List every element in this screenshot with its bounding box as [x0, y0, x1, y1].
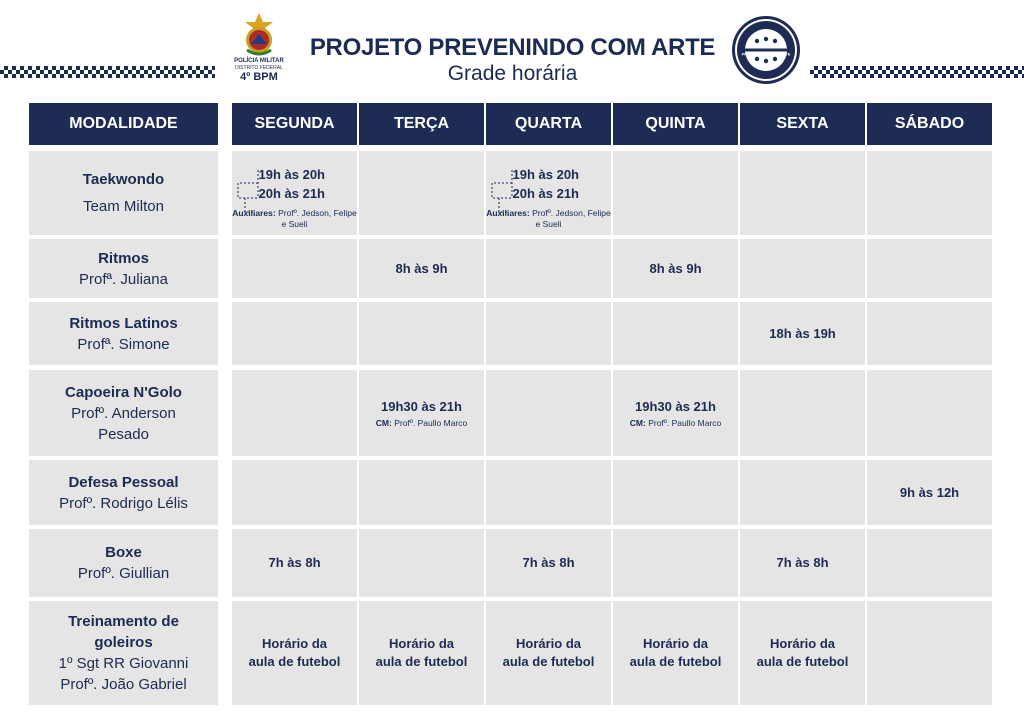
schedule-cell	[232, 529, 357, 597]
modality-cell	[29, 529, 218, 597]
modality-name: Treinamento de goleiros	[68, 613, 179, 651]
column-header: TERÇA	[359, 103, 484, 145]
modality-name: Defesa Pessoal	[68, 473, 179, 491]
schedule-cell	[232, 239, 357, 298]
title-block	[300, 34, 725, 86]
modality-name: Ritmos Latinos	[69, 314, 178, 332]
time-slot: 7h às 8h	[776, 555, 829, 570]
logo-line-3: 4º BPM	[240, 71, 278, 83]
modality-name: Ritmos	[98, 249, 149, 267]
logo-line-1: POLÍCIA MILITAR	[234, 58, 284, 64]
schedule-cell	[232, 601, 357, 705]
schedule-cell	[740, 302, 865, 365]
note-label: Auxiliares:	[232, 207, 276, 218]
cell-note	[232, 208, 358, 230]
schedule-cell	[740, 370, 865, 456]
schedule-cell	[359, 601, 484, 705]
time-slot: aula de futebol	[248, 654, 341, 669]
schedule-cell	[613, 529, 738, 597]
modality-cell	[29, 239, 218, 298]
time-slot: 7h às 8h	[522, 555, 575, 570]
schedule-cell	[867, 239, 992, 298]
time-slot: aula de futebol	[629, 654, 722, 669]
note-label: CM:	[629, 417, 646, 428]
column-header: QUINTA	[613, 103, 738, 145]
schedule-cell	[359, 239, 484, 298]
modality-cell	[29, 302, 218, 365]
schedule-cell	[486, 302, 611, 365]
schedule-cell	[867, 302, 992, 365]
column-header: QUARTA	[486, 103, 611, 145]
schedule-cell	[613, 601, 738, 705]
note-label: CM:	[375, 417, 392, 428]
schedule-cell	[613, 239, 738, 298]
time-slot: 20h às 21h	[258, 185, 325, 201]
schedule-cell	[232, 460, 357, 525]
checkered-band-right	[810, 66, 1024, 78]
page-title: PROJETO PREVENINDO COM ARTE	[309, 34, 716, 61]
teacher-name: Team Milton	[83, 198, 164, 215]
schedule-cell	[359, 302, 484, 365]
schedule-cell	[740, 239, 865, 298]
cell-note	[376, 418, 467, 429]
schedule-cell	[613, 460, 738, 525]
teacher-name: Profº. Rodrigo Lélis	[59, 494, 188, 512]
column-header: MODALIDADE	[29, 103, 218, 145]
column-header: SEGUNDA	[232, 103, 357, 145]
teacher-name: Pesado	[98, 425, 149, 443]
teacher-name: Profª. Juliana	[79, 270, 168, 288]
schedule-cell	[359, 151, 484, 235]
modality-cell	[29, 460, 218, 525]
teacher-name: Profº. João Gabriel	[60, 676, 187, 693]
note-text: Profº. Paullo Marco	[394, 417, 468, 428]
schedule-cell	[486, 529, 611, 597]
schedule-cell	[740, 601, 865, 705]
schedule-cell	[613, 302, 738, 365]
schedule-cell	[867, 151, 992, 235]
time-slot: aula de futebol	[502, 654, 595, 669]
schedule-cell	[613, 370, 738, 456]
schedule-cell	[486, 239, 611, 298]
schedule-cell	[486, 460, 611, 525]
time-slot: 7h às 8h	[268, 555, 321, 570]
taekwondo-slot	[232, 156, 358, 231]
teacher-name: Profº. Giullian	[77, 565, 170, 582]
schedule-cell	[867, 601, 992, 705]
modality-cell	[29, 151, 218, 235]
page-subtitle: Grade horária	[447, 62, 578, 85]
teacher-name: Profª. Simone	[77, 335, 170, 353]
schedule-cell	[740, 529, 865, 597]
schedule-cell	[486, 370, 611, 456]
schedule-cell	[359, 460, 484, 525]
logo-line-2: DISTRITO FEDERAL	[235, 65, 283, 71]
modality-cell	[29, 370, 218, 456]
time-slot: 19h às 20h	[258, 166, 325, 182]
schedule-cell	[867, 460, 992, 525]
schedule-cell	[359, 529, 484, 597]
seal-text: PREVENINDO COM ARTE	[741, 51, 791, 57]
schedule-cell	[232, 151, 357, 235]
time-slot: Horário da	[769, 636, 835, 651]
time-slot: Horário da	[388, 636, 454, 651]
time-slot: aula de futebol	[756, 654, 849, 669]
teacher-name: 1º Sgt RR Giovanni	[58, 655, 189, 672]
time-slot: 8h às 9h	[649, 260, 702, 276]
time-slot: Horário da	[642, 636, 708, 651]
time-slot: aula de futebol	[375, 654, 468, 669]
modality-cell	[29, 601, 218, 705]
note-text: Profº. Jedson, Felipe e Sueli	[532, 207, 611, 229]
schedule-cell	[740, 460, 865, 525]
time-slot: Horário da	[261, 636, 327, 651]
schedule-cell	[613, 151, 738, 235]
column-header: SEXTA	[740, 103, 865, 145]
time-slot: 20h às 21h	[512, 185, 579, 201]
time-slot: 19h30 às 21h	[381, 398, 462, 414]
schedule-cell	[867, 370, 992, 456]
schedule-cell	[867, 529, 992, 597]
time-slot: 18h às 19h	[769, 325, 836, 341]
time-slot: 19h às 20h	[512, 166, 579, 182]
note-label: Auxiliares:	[486, 207, 530, 218]
schedule-cell	[486, 151, 611, 235]
schedule-cell	[232, 302, 357, 365]
modality-name: Capoeira N'Golo	[65, 383, 182, 401]
checkered-band-left	[0, 66, 215, 78]
note-text: Profº. Jedson, Felipe e Sueli	[278, 207, 357, 229]
time-slot: 19h30 às 21h	[635, 398, 716, 414]
time-slot: Horário da	[515, 636, 581, 651]
teacher-name: Profº. Anderson	[71, 404, 176, 422]
schedule-cell	[232, 370, 357, 456]
pmdf-emblem-icon	[237, 12, 281, 58]
schedule-cell	[359, 370, 484, 456]
note-text: Profº. Paullo Marco	[648, 417, 722, 428]
taekwondo-slot	[486, 156, 612, 231]
schedule-cell	[486, 601, 611, 705]
time-slot: 9h às 12h	[899, 484, 960, 500]
column-header: SÁBADO	[867, 103, 992, 145]
cell-note	[486, 208, 612, 230]
pmdf-logo	[228, 12, 290, 88]
modality-name: Taekwondo	[82, 171, 165, 188]
time-slot: 8h às 9h	[395, 260, 448, 276]
project-seal-logo	[731, 15, 801, 85]
cell-note	[630, 418, 721, 429]
modality-name: Boxe	[105, 544, 142, 561]
schedule-cell	[740, 151, 865, 235]
